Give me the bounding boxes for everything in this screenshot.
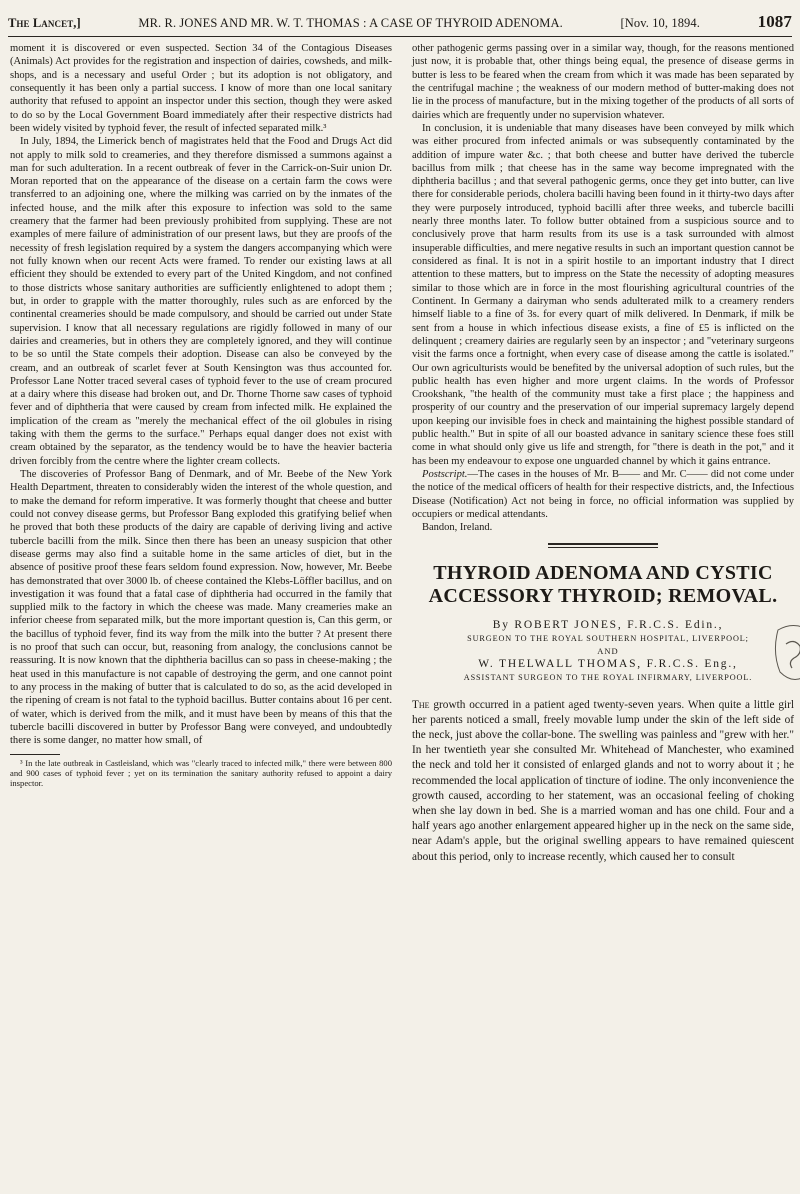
left-column xyxy=(10,42,392,789)
section-rule-thin xyxy=(548,547,658,548)
paragraph: The discoveries of Professor Bang of Denmark, and of Mr. Beebe of the New York Health Department, threaten to considerably widen the interest of the whole question, and to make the demand for reform imperative. It was formerly thought that cheese and butter could not convey disease germs, but Professor Bang exploded this gratifying belief when he proved that both these products of the dairy are capable of deriving living and active tubercle bacilli from the milk. Since then there has been an uneasy suspicion that other disease germs may also find a suitable home in the same articles of diet, but in the absence of positive proof these fears seldom found expression. Now, however, Mr. Beebe has demonstrated that over 3000 lb. of cheese contained the Klebs-Löffler bacillus, and on investigation it was found that a fatal case of diphtheria had occurred in the family that supplied milk to the factory in which the cheese was made. Many creameries make an inferior cheese from separated milk, but the more important question is, Can this germ, or the bacillus of typhoid fever, find its way from the milk into the butter ? At present there is no proof that such can occur, but, reasoning from analogy, the conclusions cannot be reassuring. It is now known that the diphtheria bacillus can so pass in cheese-making ; the heat used in this manufacture is not capable of destroying the germ, and one cannot point to any process in the making of butter that is calculated to do so, as the acid developed in the ripening of cream is not fatal to the typhoid bacillus. Butter contains about 16 per cent. of water, which is derived from the milk, and it must have been by means of this that the tubercle bacilli discovered in butter by Professor Bang were conveyed, and undoubtedly there is some danger, no matter how small, of xyxy=(10,469,392,747)
page-number: 1087 xyxy=(757,12,792,31)
issue-date: [Nov. 10, 1894. xyxy=(620,16,700,30)
section-rule-thick xyxy=(548,543,658,545)
footnote: ³ In the late outbreak in Castleisland, which was "clearly traced to infected milk," there were between 800 and 900 cases of typhoid fever ; yet on its termination the sanitary authority refused to appoint a dairy inspector. xyxy=(10,757,392,789)
article-body xyxy=(412,698,794,865)
author-2: W. THELWALL THOMAS, F.R.C.S. Eng., xyxy=(478,657,738,670)
paragraph: In conclusion, it is undeniable that many diseases have been conveyed by milk which was either procured from infected animals or was subsequently contaminated by the addition of impure water &c. ; that both cheese and butter have derived the tubercle bacillus from milk ; that cheese has in the same way become impregnated with the diphtheria bacillus ; and that several pathogenic germs, once they get into butter, can live there for considerable periods, cholera bacilli having been found in it thirty-two days after they were purposely introduced, typhoid bacilli after three weeks, and tubercle bacilli nearly three months later. To follow butter obtained from a suspicious source and to conclusively prove that harm results from its use is a task surrounded with almost insuperable difficulties, and mere negative results in such an important question cannot be considered as final. It is not in a spirit hostile to an important industry that I direct attention to these matters, but to impress on the State the necessity of adopting measures similar to those which are in force in the most flourishing agricultural countries of the Continent. In Germany a dairyman who sends adulterated milk to a creamery renders himself liable to a fine of 3s. for every quart of milk delivered. In Denmark, if milk be sent from a house in which infectious disease exists, a fine of £5 is inflicted on the delinquent ; creamery dairies are regularly seen by an inspector ; and "veterinary surgeons visit the farms once a fortnight, when every case of disease among the cattle is isolated." Our own agriculturists would be benefited by the universal adoption of such rules, but the public health has even higher and more urgent claims. In the words of Professor Crookshank, "the health of the community must take a first place ; the happiness and prosperity of our country and the preservation of our imperial supremacy largely depend upon keeping our invisible foes in check and maintaining the highest possible standard of public health." But in spite of all our boasted advance in sanitary science these foes still come in what should only give us life and strength, for "there is death in the pot," and it has been my endeavour to expose one unguarded channel by which it gains entrance. xyxy=(412,122,794,467)
author-block xyxy=(412,618,794,684)
running-header xyxy=(8,12,792,37)
journal-name: The Lancet,] xyxy=(8,16,81,30)
article-title: THYROID ADENOMA AND CYSTIC ACCESSORY THYROID; REMOVAL. xyxy=(428,561,778,607)
library-stamp-ornament xyxy=(772,622,800,684)
author-conjunction: AND xyxy=(597,645,619,656)
paragraph: other pathogenic germs passing over in a similar way, though, for the reasons mentioned just now, it is probable that, other things being equal, the presence of disease germs in butter is less to be feared when the cream from which it was made has been separated by the centrifugal machine ; the weakness of our modern method of butter-making does not lie in the process of manufacture, but in the mixing together of the products of all sorts of dairies which are frequently under no supervision whatever. xyxy=(412,43,794,121)
lead-word: The xyxy=(412,698,430,711)
paragraph: moment it is discovered or even suspected. Section 34 of the Contagious Diseases (Animals) Act provides for the registration and inspection of dairies, cowsheds, and milk-shops, and is a necessary and useful Order ; but its adoption is not obligatory, and consequently it has been only a partial success. I know of more than one local sanitary authority that refused to appoint an inspector under this section, though they were asked to do so by the Local Government Board immediately after their respective districts had been widely visited by typhoid fever, the result of infected separated milk.³ xyxy=(10,43,392,134)
right-column xyxy=(412,42,794,865)
postscript-label: Postscript. xyxy=(422,469,468,480)
article-body-text: growth occurred in a patient aged twenty-seven years. When quite a little girl her parents noticed a small, freely movable lump under the skin of the left side of the neck, just above the collar-bone. The swelling was painless and "grew with her." In her twentieth year she consulted Mr. Whitehead of Manchester, who examined the neck and told her it consisted of enlarged glands and not to worry about it ; he recommended the local application of tincture of iodine. The only inconvenience the growth caused, according to her statement, was an occasional feeling of choking when she lay down in bed. She is a married woman and has one child. Four and a half years ago another enlargement appeared higher up in the neck on the same side, near Adam's apple, but the original swelling appears to have remained quiescent about this period, only to increase recently, which caused her to consult xyxy=(412,698,795,863)
place-signature: Bandon, Ireland. xyxy=(422,522,493,534)
postscript xyxy=(412,468,794,521)
paragraph: In July, 1894, the Limerick bench of magistrates held that the Food and Drugs Act did not apply to milk sold to creameries, and they therefore dismissed a summons against a man for such adulteration. In a recent outbreak of fever in the Carrick-on-Suir union Dr. Moran reported that on the appearance of the disease on a certain farm the cows were transferred to an adjoining one, where the milking was carried on by the inmates of the infected house, and the milk after this exposure to infection was sold to the same creamery that the farmer had been previously prohibited from supplying. These are not examples of mere failure of administration of our present laws, but they are proofs of the necessity of fresh legislation required by a system the dangers accompanying which were not fully known when our recent Acts were framed. To render our existing laws at all efficient they should be extended to every part of the United Kingdom, and not confined to those districts whose sanitary authorities are sufficiently enlightened to adopt them ; but, in order to grapple with the matter thoroughly, rules such as are enforced by the continental creameries should be made compulsory, and should be carried out under State supervision. I know that all necessary regulations are rigidly followed in many of our dairies and creameries, but in others they are completely ignored, and they will continue to be so until the State compels their adoption. Disease can also be conveyed by the cream, and an outbreak of scarlet fever at South Kensington was thus accounted for. Professor Lane Notter traced several cases of typhoid fever to the use of cream procured at a dairy where this disease had broken out, and Dr. Thorne Thorne saw cases of typhoid fever and of diphtheria that were caused by cream from infected milk. He explained the implication of the cream as "merely the mechanical effect of the oil globules in rising taking with them the germs to the surface." Perhaps equal danger does not exist with cream obtained by the separator, as the tendency would be to have the heavier bacteria driven forcibly from the centre where the lighter cream collects. xyxy=(10,136,392,467)
postscript-text: —The cases in the houses of Mr. B—— and Mr. C—— did not come under the notice of the medical officers of health for their respective districts, and, the Infectious Disease (Notification) Act not being in force, no official information was supplied by occupiers or medical attendants. xyxy=(412,469,794,520)
author-1: By ROBERT JONES, F.R.C.S. Edin., xyxy=(492,618,724,631)
author-1-affiliation: SURGEON TO THE ROYAL SOUTHERN HOSPITAL, LIVERPOOL; xyxy=(467,633,749,643)
footnote-rule xyxy=(10,754,60,755)
author-2-affiliation: ASSISTANT SURGEON TO THE ROYAL INFIRMARY, LIVERPOOL. xyxy=(463,672,753,682)
running-title: MR. R. JONES AND MR. W. T. THOMAS : A CASE OF THYROID ADENOMA. xyxy=(138,16,563,30)
